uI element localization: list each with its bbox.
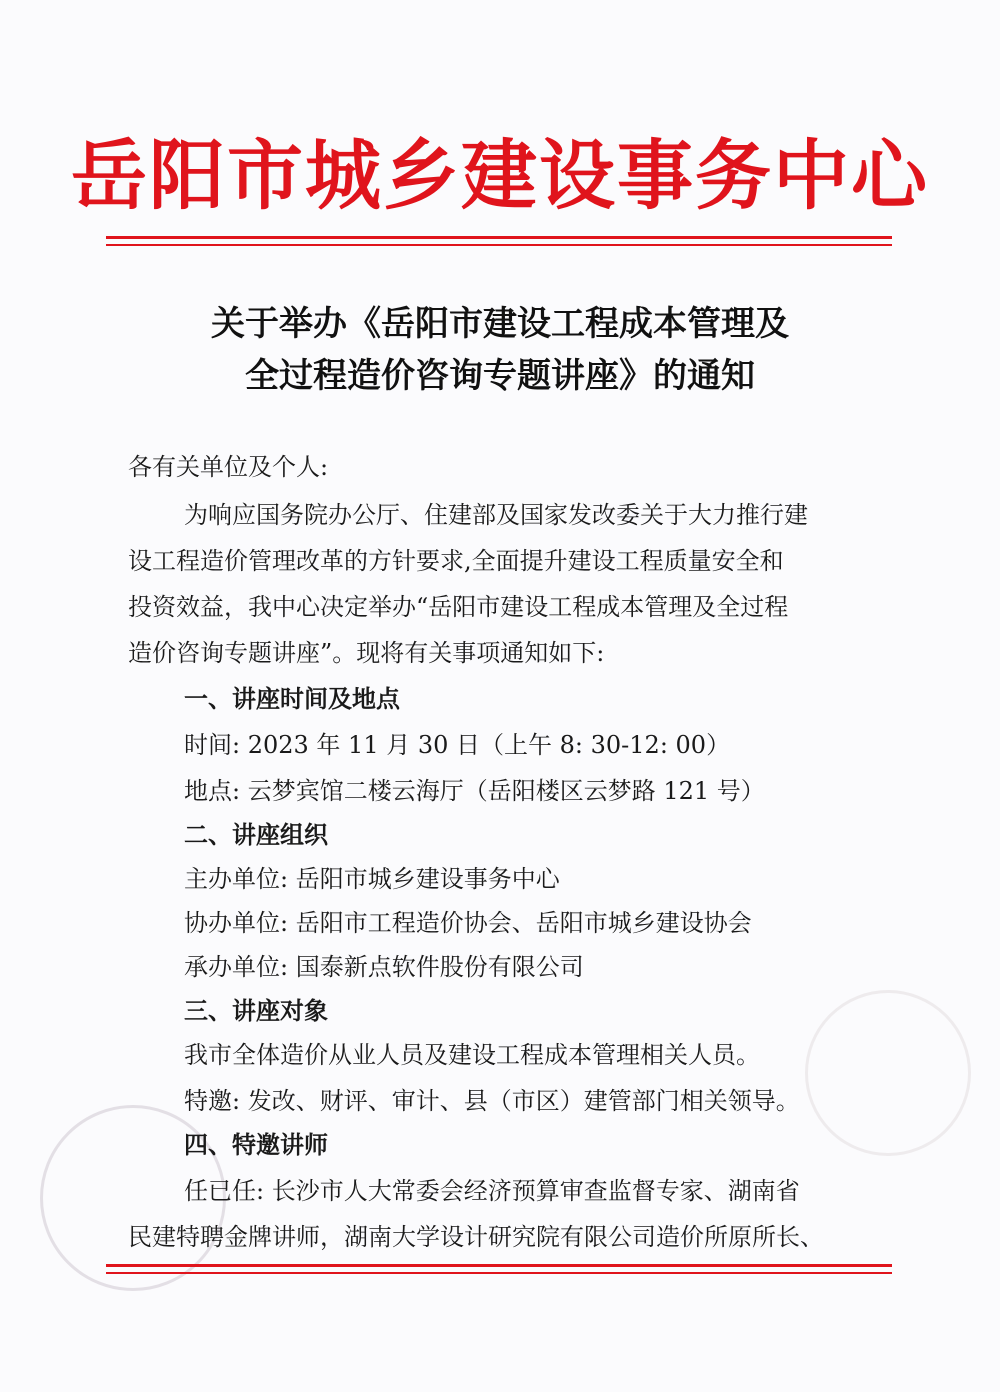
- section-3-heading: 三、讲座对象: [184, 997, 328, 1025]
- intro-line-2: 设工程造价管理改革的方针要求,全面提升建设工程质量安全和: [128, 547, 784, 575]
- target-audience: 我市全体造价从业人员及建设工程成本管理相关人员。: [184, 1041, 760, 1069]
- organization-header: 岳阳市城乡建设事务中心: [71, 131, 929, 220]
- document-title-line-1: 关于举办《岳阳市建设工程成本管理及: [211, 304, 789, 344]
- header-red-rule: [106, 236, 892, 239]
- section-1-heading: 一、讲座时间及地点: [184, 685, 400, 713]
- salutation: 各有关单位及个人:: [128, 453, 329, 481]
- section-2-heading: 二、讲座组织: [184, 821, 328, 849]
- intro-line-3: 投资效益，我中心决定举办“岳阳市建设工程成本管理及全过程: [128, 593, 789, 621]
- organizer-unit: 承办单位: 国泰新点软件股份有限公司: [184, 953, 584, 981]
- lecture-time: 时间: 2023 年 11 月 30 日（上午 8: 30-12: 00）: [184, 731, 731, 759]
- lecturer-line-1: 任已任: 长沙市人大常委会经济预算审查监督专家、湖南省: [184, 1177, 800, 1205]
- lecture-place: 地点: 云梦宾馆二楼云海厅（岳阳楼区云梦路 121 号）: [184, 777, 765, 805]
- invited-guests: 特邀: 发改、财评、审计、县（市区）建管部门相关领导。: [184, 1087, 800, 1115]
- section-4-heading: 四、特邀讲师: [184, 1131, 328, 1159]
- intro-line-4: 造价咨询专题讲座”。现将有关事项通知如下:: [128, 639, 605, 667]
- footer-red-rule: [106, 1264, 892, 1267]
- co-host-unit: 协办单位: 岳阳市工程造价协会、岳阳市城乡建设协会: [184, 909, 752, 937]
- intro-line-1: 为响应国务院办公厅、住建部及国家发改委关于大力推行建: [184, 501, 808, 529]
- document-title-line-2: 全过程造价咨询专题讲座》的通知: [245, 356, 755, 396]
- lecturer-line-2: 民建特聘金牌讲师，湖南大学设计研究院有限公司造价所原所长、: [128, 1223, 824, 1251]
- header-red-rule-thin: [106, 244, 892, 246]
- host-unit: 主办单位: 岳阳市城乡建设事务中心: [184, 865, 560, 893]
- footer-red-rule-thin: [106, 1272, 892, 1274]
